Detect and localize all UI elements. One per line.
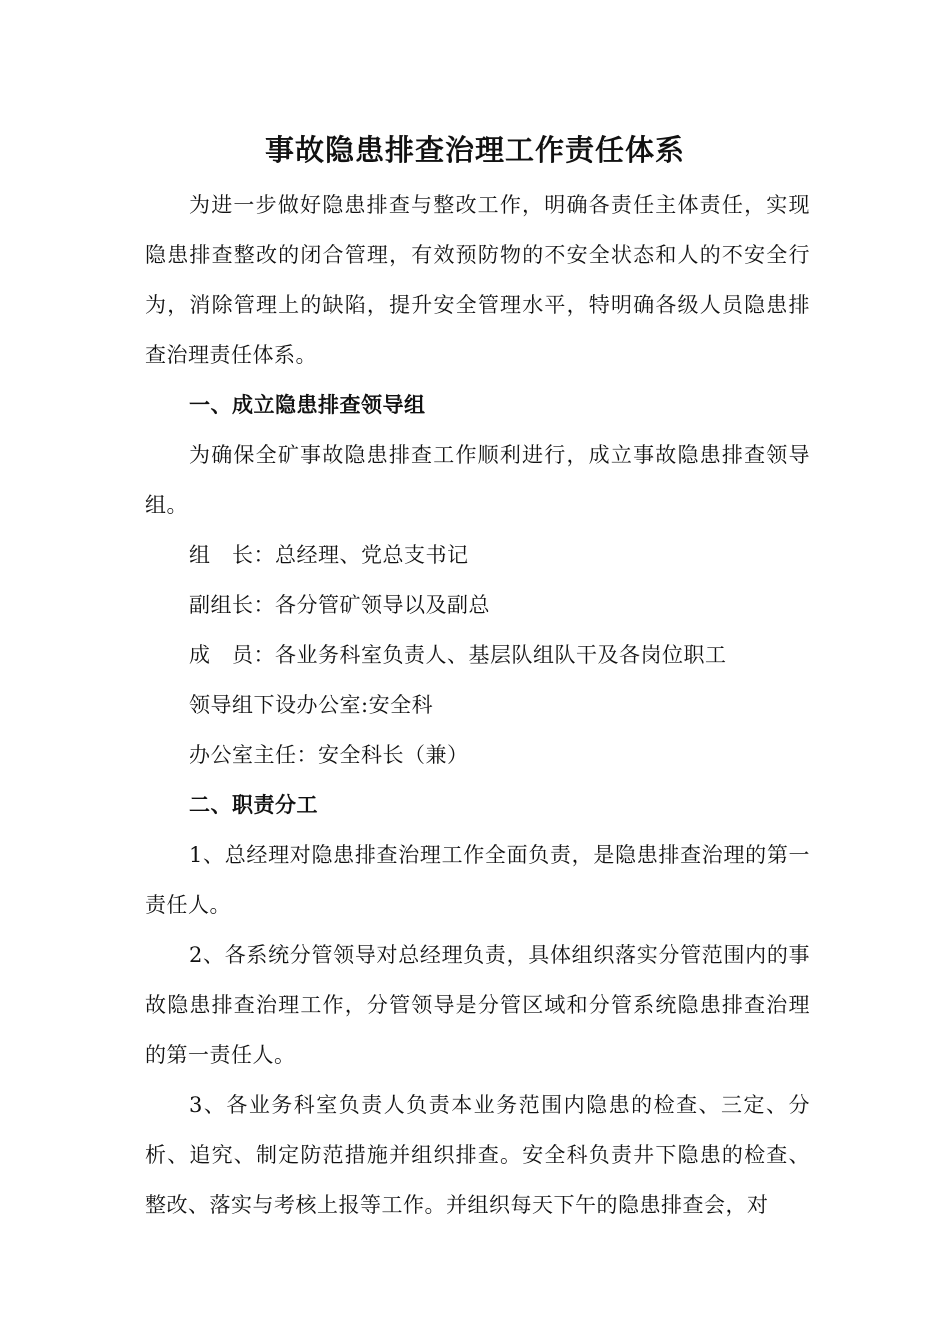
office-line: 领导组下设办公室:安全科	[189, 693, 434, 717]
office-director-line: 办公室主任：安全科长（兼）	[189, 743, 469, 767]
leadership-group-paragraph: 为确保全矿事故隐患排查工作顺利进行，成立事故隐患排查领导组。	[145, 443, 810, 517]
deputy-leader-line: 副组长：各分管矿领导以及副总	[189, 593, 490, 617]
section-heading-leadership-group: 一、成立隐患排查领导组	[189, 392, 426, 417]
intro-paragraph: 为进一步做好隐患排查与整改工作，明确各责任主体责任，实现隐患排查整改的闭合管理，有效预防物的不安全状态和人的不安全行为，消除管理上的缺陷，提升安全管理水平，特明确各级人员隐患排查治理责任体系。	[145, 193, 810, 367]
document-body	[145, 180, 810, 1230]
leader-line: 组 长：总经理、党总支书记	[189, 543, 469, 567]
duty-paragraph-1: 1、总经理对隐患排查治理工作全面负责，是隐患排查治理的第一责任人。	[145, 843, 810, 917]
members-line: 成 员：各业务科室负责人、基层队组队干及各岗位职工	[189, 643, 727, 667]
duty-paragraph-2: 2、各系统分管领导对总经理负责，具体组织落实分管范围内的事故隐患排查治理工作，分管领导是分管区域和分管系统隐患排查治理的第一责任人。	[145, 943, 810, 1067]
duty-paragraph-3: 3、各业务科室负责人负责本业务范围内隐患的检查、三定、分析、追究、制定防范措施并组织排查。安全科负责井下隐患的检查、整改、落实与考核上报等工作。并组织每天下午的隐患排查会，对	[145, 1093, 810, 1217]
section-heading-duties: 二、职责分工	[189, 792, 318, 817]
document-title: 事故隐患排查治理工作责任体系	[264, 133, 685, 167]
